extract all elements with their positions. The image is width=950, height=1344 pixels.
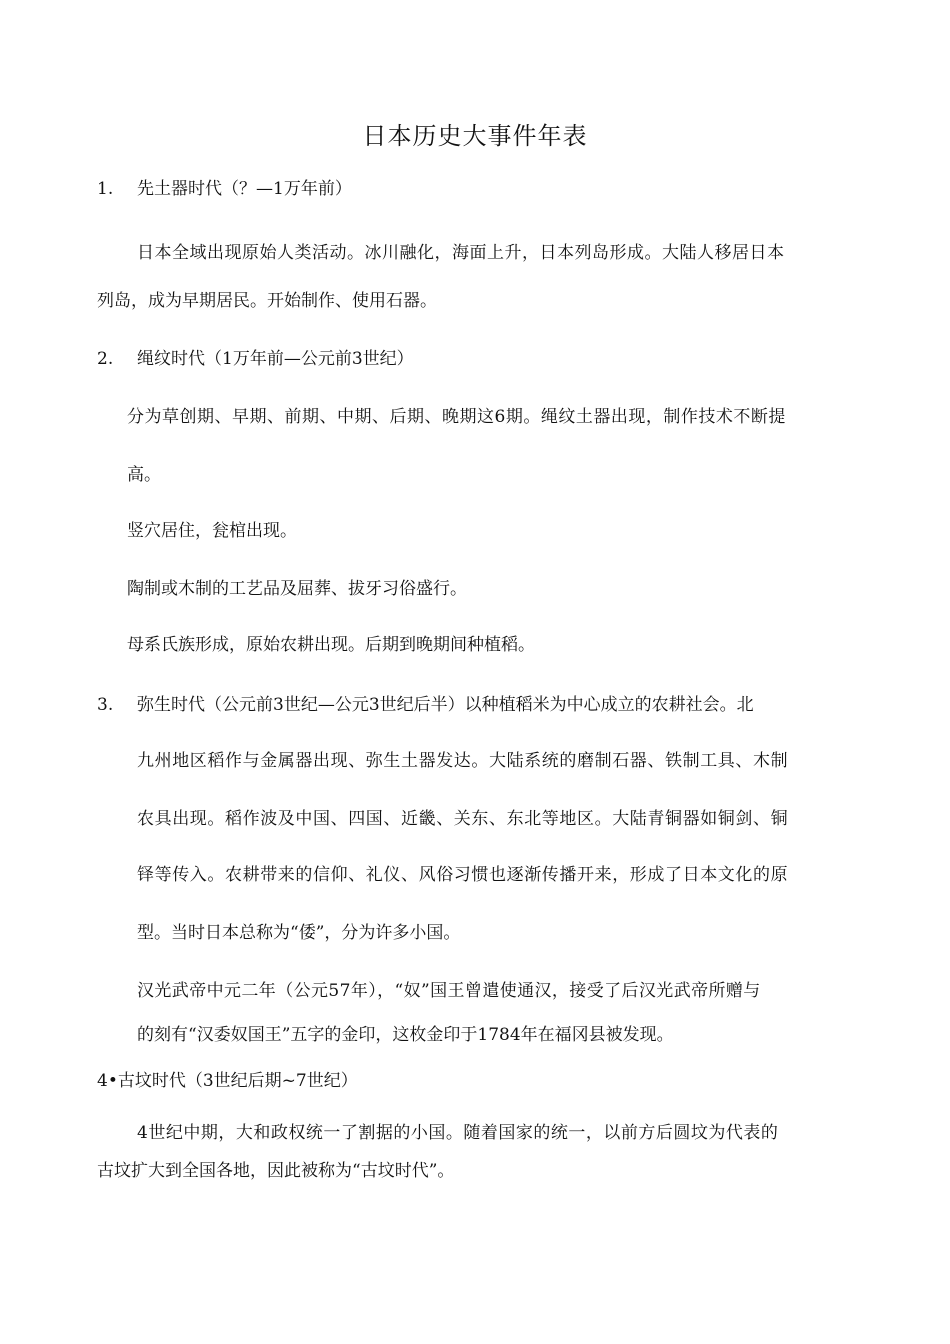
section-3-line-5: 汉光武帝中元二年（公元57年），“奴”国王曾遣使通汉，接受了后汉光武帝所赠与	[137, 981, 761, 1001]
section-4-heading: 4•古坟时代（3世纪后期~7世纪）	[97, 1071, 358, 1091]
section-2-line-2: 高。	[127, 465, 161, 485]
section-3-line-6: 的刻有“汉委奴国王”五字的金印，这枚金印于1784年在福冈县被发现。	[137, 1025, 674, 1045]
section-2-line-4: 陶制或木制的工艺品及屈葬、拔牙习俗盛行。	[127, 579, 467, 599]
section-2-heading: 绳纹时代（1万年前—公元前3世纪）	[137, 349, 414, 369]
section-3-line-4: 型。当时日本总称为“倭”，分为许多小国。	[137, 923, 461, 943]
section-1-heading: 先土器时代（？—1万年前）	[137, 179, 352, 199]
section-2-line-5: 母系氏族形成，原始农耕出现。后期到晚期间种植稻。	[127, 635, 535, 655]
section-2-line-3: 竖穴居住，瓮棺出现。	[127, 521, 297, 541]
section-2-number: 2.	[97, 349, 114, 369]
section-2-line-1: 分为草创期、早期、前期、中期、后期、晚期这6期。绳纹土器出现，制作技术不断提	[127, 407, 786, 427]
section-1-number: 1.	[97, 179, 114, 199]
section-1-line-2: 列岛，成为早期居民。开始制作、使用石器。	[97, 291, 437, 311]
section-4-line-2: 古坟扩大到全国各地，因此被称为“古坟时代”。	[97, 1161, 455, 1181]
section-1-line-1: 日本全域出现原始人类活动。冰川融化，海面上升，日本列岛形成。大陆人移居日本	[137, 243, 785, 263]
page-title: 日本历史大事件年表	[362, 122, 588, 150]
section-3-number: 3.	[97, 695, 114, 715]
section-3-line-2: 农具出现。稻作波及中国、四国、近畿、关东、东北等地区。大陆青铜器如铜剑、铜	[137, 809, 789, 829]
section-3-line-1: 九州地区稻作与金属器出现、弥生土器发达。大陆系统的磨制石器、铁制工具、木制	[137, 751, 789, 771]
section-3-heading: 弥生时代（公元前3世纪—公元3世纪后半）以种植稻米为中心成立的农耕社会。北	[137, 695, 754, 715]
section-3-line-3: 铎等传入。农耕带来的信仰、礼仪、风俗习惯也逐渐传播开来，形成了日本文化的原	[137, 865, 789, 885]
section-4-line-1: 4世纪中期，大和政权统一了割据的小国。随着国家的统一，以前方后圆坟为代表的	[137, 1123, 779, 1143]
